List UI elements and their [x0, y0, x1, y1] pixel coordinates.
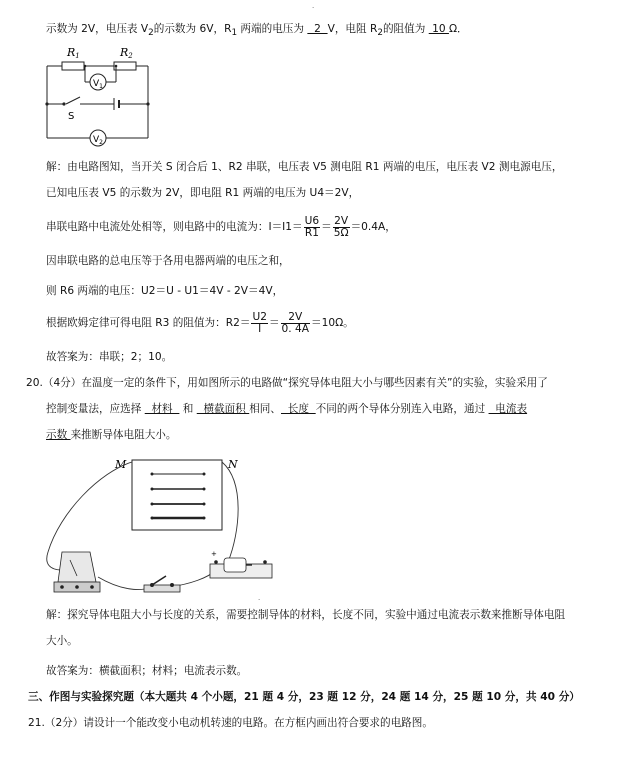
solution-line-6: 根据欧姆定律可得电阻 R3 的阻值为：R2＝ $\frac{U2}{I}$ ＝ $\frac{2V}{0. 4A}$ ＝10Ω。 — [46, 310, 354, 335]
answer-summary-19: 故答案为：串联；2；10。 — [46, 351, 173, 363]
solution-20-line-1: 解：探究导体电阻大小与长度的关系，需要控制导体的材料，长度不同，实验中通过电流表示数来推断导体电阻 — [46, 609, 566, 621]
voltmeter-v2-label: $V_2$ — [93, 135, 103, 146]
label-n: N — [228, 458, 238, 471]
label-m: M — [115, 458, 127, 471]
answer-blank: 10 — [428, 23, 449, 35]
fraction: $\frac{U6}{R1}$ — [304, 214, 320, 239]
solution-line-2: 已知电压表 V5 的示数为 2V，即电阻 R1 两端的电压为 U4＝2V， — [46, 187, 360, 199]
answer-summary-20: 故答案为：横截面积；材料；电流表示数。 — [46, 665, 248, 677]
label-r1: R1 — [67, 46, 80, 60]
figure-mark: . — [258, 594, 261, 602]
top-mark: . — [312, 2, 315, 10]
fraction: $\frac{U2}{I}$ — [252, 310, 267, 335]
fraction: $\frac{2V}{5\Omega}$ — [333, 214, 349, 239]
label-r2: R2 — [120, 46, 133, 60]
battery-icon — [210, 550, 272, 578]
circuit-diagram-series — [40, 42, 160, 150]
solution-20-line-2: 大小。 — [46, 635, 78, 647]
answer-line-1: 示数为 2V，电压表 $V_2$的示数为 6V，$R_1$ 两端的电压为 2 V，电阻 $R_2$的阻值为 10 Ω． — [46, 23, 468, 39]
resistance-apparatus-diagram — [40, 452, 280, 602]
answer-blank: 2 — [307, 23, 328, 35]
question-20-line-1: 20.（4分）在温度一定的条件下，用如图所示的电路做“探究导体电阻大小与哪些因素有关”的实验，实验采用了 — [26, 377, 548, 389]
switch-label: S — [68, 111, 75, 122]
question-21: 21.（2分）请设计一个能改变小电动机转速的电路。在方框内画出符合要求的电路图。 — [28, 717, 433, 729]
question-20-line-2: 控制变量法，应选择 材料 和 横截面积 相同、 长度 不同的两个导体分别连入电路，通过 电流表 — [46, 403, 528, 415]
ammeter-icon — [54, 552, 100, 592]
fraction: $\frac{2V}{0. 4A}$ — [281, 310, 309, 335]
voltmeter-v1-label: $V_1$ — [93, 79, 103, 90]
solution-line-4: 因串联电路的总电压等于各用电器两端的电压之和， — [46, 255, 290, 267]
switch-icon — [144, 576, 180, 592]
section-3-heading: 三、作图与实验探究题（本大题共 4 个小题，21 题 4 分，23 题 12 分，24 题 14 分，25 题 10 分，共 40 分） — [28, 691, 580, 703]
svg-text:+: + — [211, 550, 217, 558]
solution-line-1: 解：由电路图知，当开关 S 闭合后 1、R2 串联，电压表 V5 测电阻 R1 两端的电压，电压表 V2 测电源电压， — [46, 161, 563, 173]
solution-line-3: 串联电路中电流处处相等，则电路中的电流为：I＝I1＝ $\frac{U6}{R1}$ ＝ $\frac{2V}{5\Omega}$ ＝0.4A， — [46, 214, 396, 239]
question-20-line-3: 示数 来推断导体电阻大小。 — [46, 429, 177, 441]
solution-line-5: 则 R6 两端的电压：U2＝U - U1＝4V - 2V＝4V， — [46, 285, 284, 297]
